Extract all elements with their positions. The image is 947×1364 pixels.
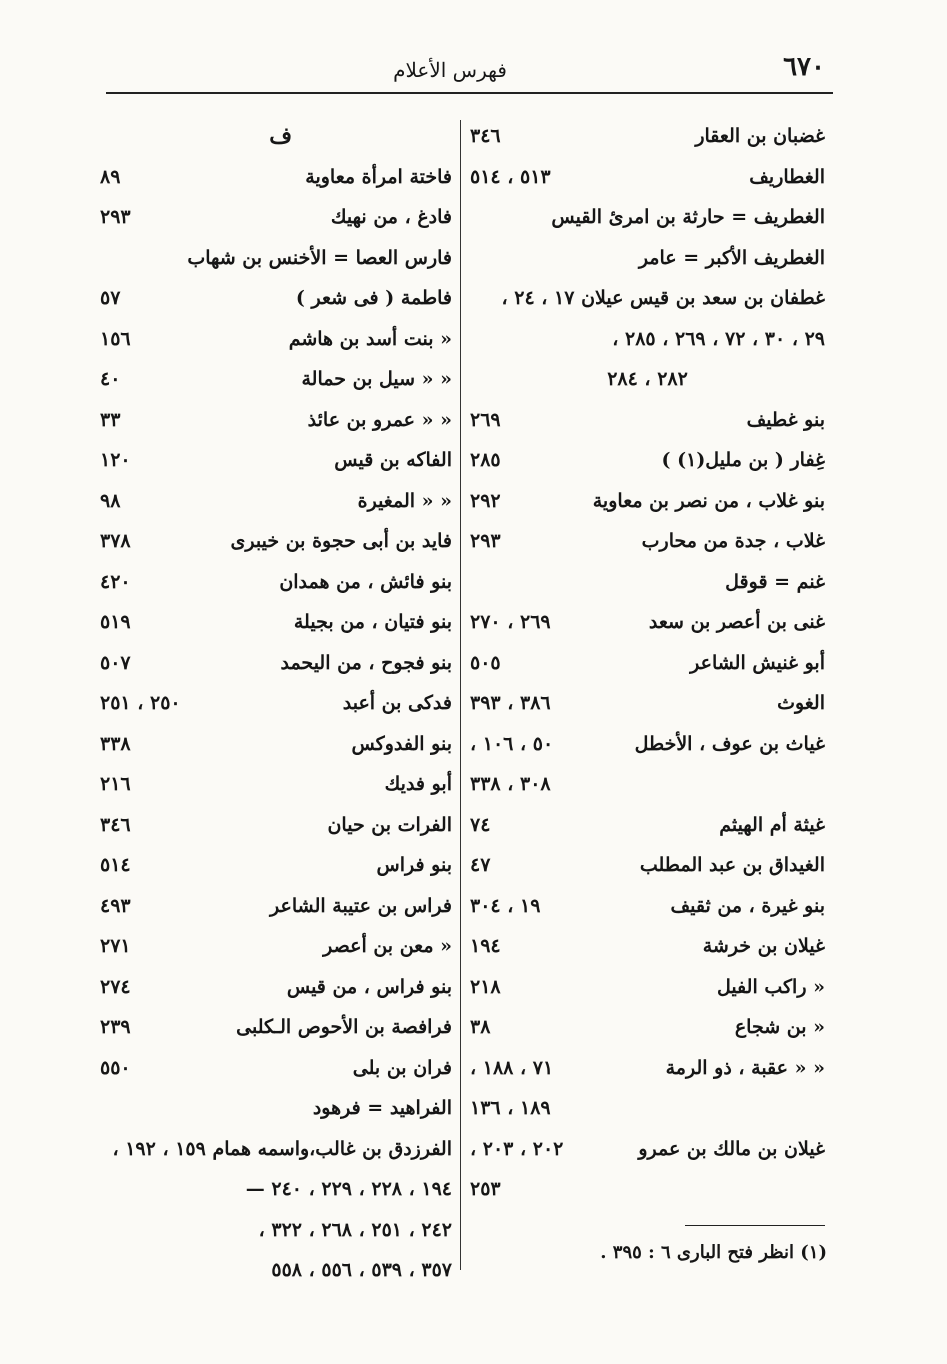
entry-name: « « عمرو بن عائذ <box>307 408 452 431</box>
entry-name: فران بن بلى <box>352 1056 452 1079</box>
entry-pages: ٤٧ <box>470 854 491 876</box>
index-entry <box>470 1129 825 1170</box>
index-entry <box>100 1048 452 1089</box>
index-entry <box>470 845 825 886</box>
entry-pages: ٣٤٦ <box>100 813 131 836</box>
entry-name: غيثة أم الهيثم <box>719 813 825 836</box>
entry-name: فدكى بن أعبد <box>342 692 452 714</box>
index-entry <box>100 724 452 765</box>
entry-pages: ٢٨٥ <box>470 449 501 471</box>
index-entry <box>470 967 825 1008</box>
entry-name: « « عقبة ، ذو الرمة <box>665 1056 825 1079</box>
right-column <box>470 116 825 1210</box>
entry-pages: ٢٧٤ <box>100 975 131 998</box>
entry-name: غضبان بن العقار <box>695 125 825 147</box>
index-entry <box>470 238 825 279</box>
index-entry <box>470 1048 825 1089</box>
index-entry <box>470 602 825 643</box>
entry-pages: ٣٣ <box>100 408 121 431</box>
entry-pages: ٢٥٠ ، ٢٥١ <box>100 692 181 714</box>
entry-name: غيلان بن خرشة <box>702 935 825 957</box>
entry-pages: ٤٩٣ <box>100 894 131 917</box>
entry-pages: ١٨٩ ، ١٣٦ <box>470 1097 551 1119</box>
entry-name: أبو فديك <box>384 773 452 795</box>
index-entry <box>470 521 825 562</box>
entry-name: الفرات بن حيان <box>327 813 452 836</box>
footnote-rule <box>685 1225 825 1226</box>
entry-name: الغطريف الأكبر = عامر <box>638 246 825 269</box>
index-entry <box>470 764 825 805</box>
entry-name: فايد بن أبى حجوة بن خيبرى <box>230 530 452 552</box>
entry-name: ٢٩ ، ٣٠ ، ٧٢ ، ٢٦٩ ، ٢٨٥ ، <box>612 327 825 350</box>
entry-name: بنو فجوح ، من اليحمد <box>280 651 452 674</box>
entry-pages: ٥٧ <box>100 287 121 309</box>
column-divider <box>460 120 461 1270</box>
entry-pages: ٢٦٩ <box>470 408 501 431</box>
entry-name: أبو غنيش الشاعر <box>690 651 825 674</box>
index-entry <box>470 724 825 765</box>
index-entry <box>470 1007 825 1048</box>
page-number: ٦٧٠ <box>783 52 825 82</box>
index-entry <box>470 1169 825 1210</box>
entry-pages: ٩٨ <box>100 489 121 512</box>
index-entry <box>100 278 452 319</box>
entry-name: غنم = قوقل <box>725 570 825 593</box>
entry-pages: ٢٦٩ ، ٢٧٠ <box>470 611 551 633</box>
entry-name: فراس بن عتيبة الشاعر <box>270 894 452 917</box>
index-entry <box>100 319 452 360</box>
index-entry <box>470 1088 825 1129</box>
entry-name: بنو فائش ، من همدان <box>279 570 452 593</box>
entry-pages: ٥١٤ <box>100 854 131 876</box>
index-entry <box>470 116 825 157</box>
page-title: فهرس الأعلام <box>393 58 507 82</box>
entry-pages: ٧٤ <box>470 813 491 836</box>
index-entry <box>100 1088 452 1129</box>
entry-name: غلاب ، جدة من محارب <box>641 530 825 552</box>
entry-pages: ٣٣٨ <box>100 732 131 755</box>
entry-name: بنو فراس <box>376 854 452 876</box>
entry-pages: ٥٠ ، ١٠٦ ، <box>470 732 554 755</box>
entry-name: فاختة امرأة معاوية <box>305 165 452 188</box>
entry-name: الغيداق بن عبد المطلب <box>639 854 825 876</box>
index-entry <box>100 764 452 805</box>
entry-name: « « سيل بن حمالة <box>301 368 452 390</box>
entry-name: بنو فتيان ، من بجيلة <box>293 611 452 633</box>
entry-name: غياث بن عوف ، الأخطل <box>634 732 825 755</box>
entry-name: ٣٥٧ ، ٥٣٩ ، ٥٥٦ ، ٥٥٨ <box>271 1259 452 1281</box>
entry-name: الغطاريف <box>749 165 825 188</box>
entry-name: فارس العصا = الأخنس بن شهاب <box>187 246 452 269</box>
index-entry <box>100 967 452 1008</box>
entry-pages: ٣٨٦ ، ٣٩٣ <box>470 692 551 714</box>
index-entry <box>100 400 452 441</box>
index-entry <box>100 157 452 198</box>
entry-name: غنى بن أعصر بن سعد <box>648 611 825 633</box>
entry-pages: ٢٠٢ ، ٢٠٣ ، <box>470 1137 564 1160</box>
index-entry <box>100 238 452 279</box>
header-rule <box>106 92 833 94</box>
index-entry <box>470 643 825 684</box>
index-entry <box>100 521 452 562</box>
entry-name: بنو فراس ، من قيس <box>286 975 452 998</box>
entry-name: بنو غلاب ، من نصر بن معاوية <box>592 489 825 512</box>
entry-pages: ٥٠٥ <box>470 651 501 674</box>
entry-pages: ٢٩٣ <box>100 206 131 228</box>
entry-pages: ٥٠٧ <box>100 651 131 674</box>
footnote: (١) انظر فتح البارى ٦ : ٣٩٥ . <box>600 1242 827 1263</box>
index-entry <box>100 1007 452 1048</box>
index-entry <box>470 278 825 319</box>
index-entry <box>100 643 452 684</box>
entry-name: « بنت أسد بن هاشم <box>288 327 452 350</box>
entry-name: ف <box>269 123 292 149</box>
index-entry <box>470 886 825 927</box>
entry-name: « « المغيرة <box>357 489 452 512</box>
entry-name: فادغ ، من نهيك <box>330 206 452 228</box>
entry-name: فاطمة ( فى شعر ) <box>295 287 452 309</box>
entry-pages: ٧١ ، ١٨٨ ، <box>470 1056 554 1079</box>
index-entry <box>100 845 452 886</box>
index-entry <box>470 805 825 846</box>
section-letter <box>100 116 452 157</box>
entry-pages: ٣٧٨ <box>100 530 131 552</box>
entry-pages: ٥١٩ <box>100 611 131 633</box>
index-entry <box>470 359 825 400</box>
entry-pages: ٢٥٣ <box>470 1178 501 1200</box>
entry-pages: ٢١٨ <box>470 975 501 998</box>
index-entry <box>470 319 825 360</box>
entry-pages: ١٢٠ <box>100 449 131 471</box>
index-entry <box>470 197 825 238</box>
entry-name: ١٩٤ ، ٢٢٨ ، ٢٢٩ ، ٢٤٠ — <box>245 1178 452 1200</box>
index-entry <box>470 481 825 522</box>
entry-name: الفاكه بن قيس <box>334 449 452 471</box>
entry-pages: ٤٠ <box>100 368 121 390</box>
index-entry <box>100 359 452 400</box>
entry-name: الفراهيد = فرهود <box>312 1097 452 1119</box>
entry-name: غيلان بن مالك بن عمرو <box>638 1137 825 1160</box>
entry-name: « بن شجاع <box>734 1016 825 1038</box>
entry-pages: ١٥٦ <box>100 327 131 350</box>
entry-pages: ١٩٤ <box>470 935 501 957</box>
index-entry <box>100 886 452 927</box>
entry-name: الفرزدق بن غالب،واسمه همام ١٥٩ ، ١٩٢ ، <box>112 1137 452 1160</box>
index-entry <box>100 1210 452 1251</box>
entry-pages: ٢٣٩ <box>100 1016 131 1038</box>
index-entry <box>470 683 825 724</box>
entry-name: بنو غيرة ، من ثقيف <box>670 894 825 917</box>
index-entry <box>100 602 452 643</box>
entry-name: ٢٨٢ ، ٢٨٤ <box>607 368 688 390</box>
entry-name: بنو غطيف <box>746 408 825 431</box>
index-entry <box>470 157 825 198</box>
index-entry <box>100 197 452 238</box>
index-entry <box>100 440 452 481</box>
entry-pages: ٥١٣ ، ٥١٤ <box>470 165 551 188</box>
index-entry <box>100 481 452 522</box>
index-entry <box>100 1129 452 1170</box>
index-entry <box>470 440 825 481</box>
index-entry <box>100 805 452 846</box>
entry-pages: ٢٩٣ <box>470 530 501 552</box>
entry-name: « راكب الفيل <box>716 975 825 998</box>
index-entry <box>470 926 825 967</box>
entry-name: بنو الفدوكس <box>351 732 452 755</box>
index-entry <box>100 1169 452 1210</box>
entry-pages: ٥٥٠ <box>100 1056 131 1079</box>
entry-pages: ٢٧١ <box>100 935 131 957</box>
index-entry <box>470 562 825 603</box>
entry-name: « معن بن أعصر <box>323 935 452 957</box>
entry-pages: ٣٨ <box>470 1016 491 1038</box>
entry-name: فرافصة بن الأحوص الـكلبى <box>236 1016 452 1038</box>
entry-pages: ٨٩ <box>100 165 121 188</box>
index-entry <box>100 683 452 724</box>
entry-pages: ١٩ ، ٣٠٤ <box>470 894 541 917</box>
entry-name: ٢٤٢ ، ٢٥١ ، ٢٦٨ ، ٣٢٢ ، <box>258 1218 452 1241</box>
index-entry <box>100 562 452 603</box>
index-entry <box>100 1250 452 1291</box>
entry-pages: ٣٤٦ <box>470 125 501 147</box>
left-column <box>100 116 452 1291</box>
entry-pages: ٣٠٨ ، ٣٣٨ <box>470 773 551 795</box>
entry-pages: ٢١٦ <box>100 773 131 795</box>
entry-pages: ٤٢٠ <box>100 570 131 593</box>
index-entry <box>100 926 452 967</box>
entry-name: الغطريف = حارثة بن امرئ القيس <box>551 206 825 228</box>
index-entry <box>470 400 825 441</box>
entry-name: غِفار ( بن مليل(١) ) <box>661 449 825 471</box>
entry-name: غطفان بن سعد بن قيس عيلان ١٧ ، ٢٤ ، <box>501 287 825 309</box>
entry-name: الغوث <box>777 692 825 714</box>
entry-pages: ٢٩٢ <box>470 489 501 512</box>
